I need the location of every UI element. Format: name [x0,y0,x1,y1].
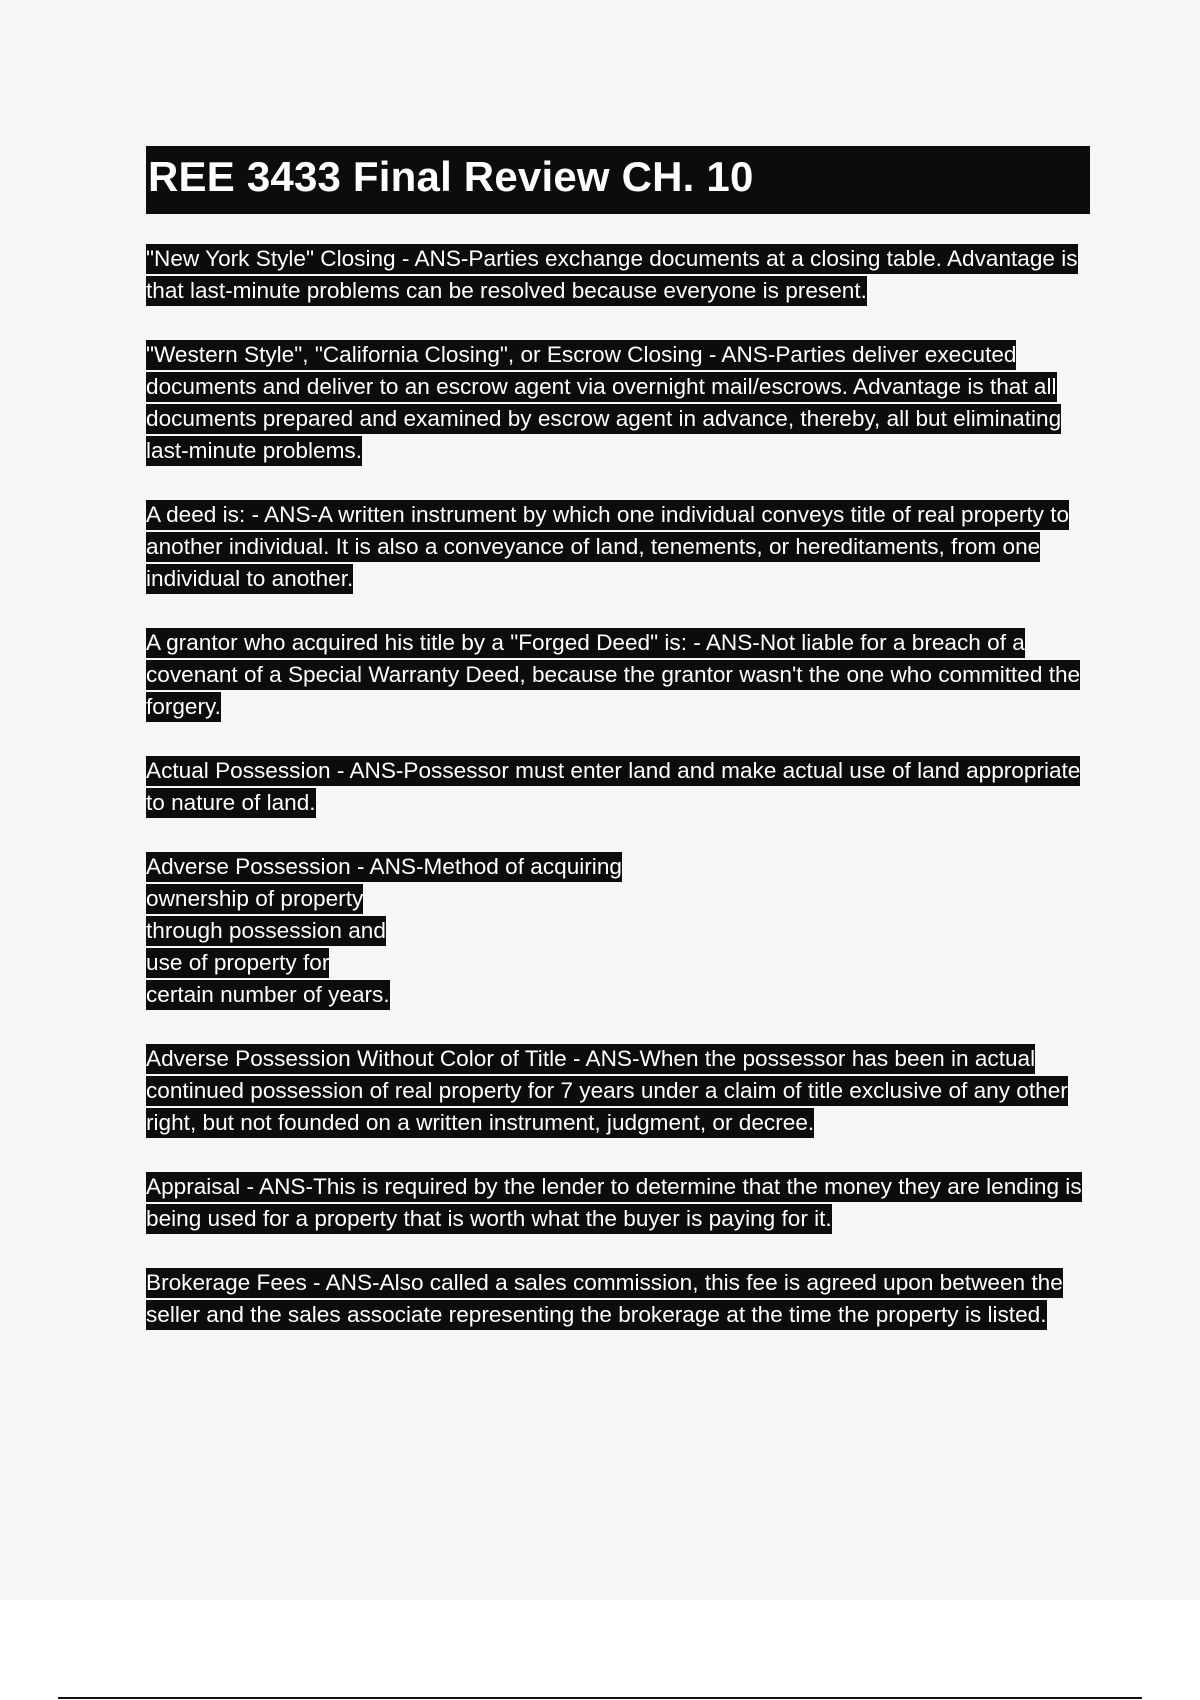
review-entry [146,851,1091,1011]
entry-line: through possession and [146,916,386,946]
entry-text: A deed is: - ANS-A written instrument by which one individual conveys title of real property to another individual. It is also a conveyance of land, tenements, or hereditaments, from one individual to another. [146,500,1069,594]
entry-text: "New York Style" Closing - ANS-Parties exchange documents at a closing table. Advantage is that last-minute problems can be resolved because everyone is present. [146,244,1078,306]
review-entry [146,499,1091,595]
entry-text: A grantor who acquired his title by a "Forged Deed" is: - ANS-Not liable for a breach of a covenant of a Special Warranty Deed, because the grantor wasn't the one who committed the forgery. [146,628,1080,722]
review-entry [146,1171,1091,1235]
review-entry [146,1267,1091,1331]
entry-text: Appraisal - ANS-This is required by the lender to determine that the money they are lending is being used for a property that is worth what the buyer is paying for it. [146,1172,1082,1234]
review-entry [146,1043,1091,1139]
review-entry [146,243,1091,307]
entry-text: "Western Style", "California Closing", or Escrow Closing - ANS-Parties deliver executed documents and deliver to an escrow agent via overnight mail/escrows. Advantage is that all documents prepared and examined by escrow agent in advance, thereby, all but eliminating last-minute problems. [146,340,1061,466]
entry-line: Adverse Possession - ANS-Method of acquiring [146,852,622,882]
review-entry [146,627,1091,723]
review-entries [146,243,1091,1331]
entry-text: Actual Possession - ANS-Possessor must enter land and make actual use of land appropriate to nature of land. [146,756,1080,818]
review-entry [146,755,1091,819]
entry-text: Adverse Possession Without Color of Title - ANS-When the possessor has been in actual continued possession of real property for 7 years under a claim of title exclusive of any other right, but not founded on a written instrument, judgment, or decree. [146,1044,1068,1138]
entry-line: certain number of years. [146,980,390,1010]
entry-text: Brokerage Fees - ANS-Also called a sales commission, this fee is agreed upon between the seller and the sales associate representing the brokerage at the time the property is listed. [146,1268,1063,1330]
footer-divider [58,1697,1142,1699]
entry-line: ownership of property [146,884,363,914]
entry-line: use of property for [146,948,329,978]
title-bar [146,146,1090,214]
page-content [146,146,1091,1363]
document-title: REE 3433 Final Review CH. 10 [148,153,754,200]
review-entry [146,339,1091,467]
